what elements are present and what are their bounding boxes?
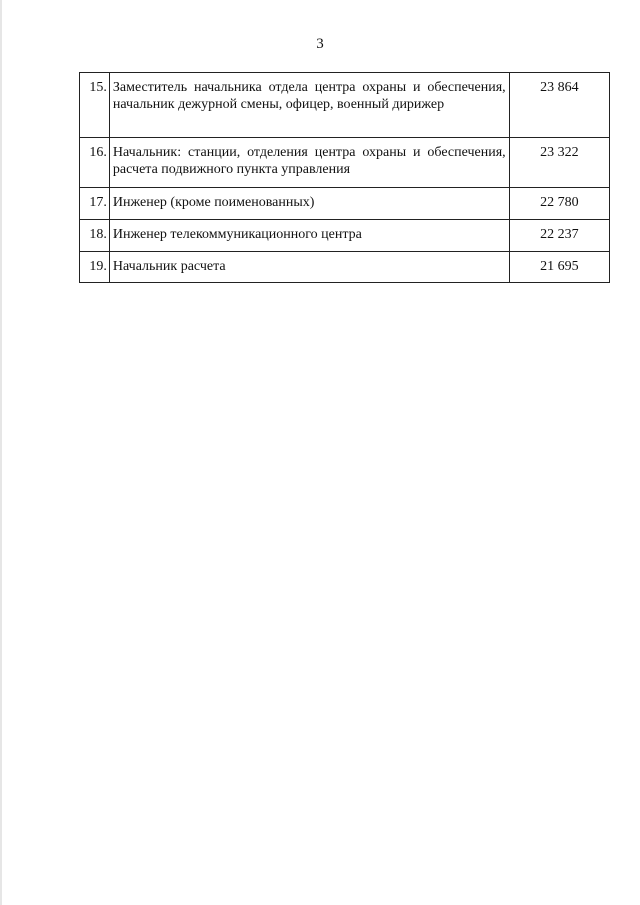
salary-amount: 22 237 bbox=[509, 220, 609, 252]
row-number: 19. bbox=[80, 252, 110, 283]
salary-table bbox=[79, 72, 610, 283]
salary-amount: 22 780 bbox=[509, 188, 609, 220]
salary-amount: 23 864 bbox=[509, 73, 609, 138]
table-row bbox=[80, 188, 610, 220]
row-number: 17. bbox=[80, 188, 110, 220]
position-title: Инженер (кроме поименованных) bbox=[109, 188, 509, 220]
position-title: Заместитель начальника отдела центра охраны и обеспечения, начальник дежурной смены, офицер, военный дирижер bbox=[109, 73, 509, 138]
scan-edge bbox=[0, 0, 2, 905]
row-number: 18. bbox=[80, 220, 110, 252]
row-number: 16. bbox=[80, 138, 110, 188]
salary-amount: 23 322 bbox=[509, 138, 609, 188]
row-number: 15. bbox=[80, 73, 110, 138]
salary-amount: 21 695 bbox=[509, 252, 609, 283]
position-title: Начальник: станции, отделения центра охраны и обеспечения, расчета подвижного пункта управления bbox=[109, 138, 509, 188]
table-row bbox=[80, 252, 610, 283]
table-row bbox=[80, 138, 610, 188]
position-title: Начальник расчета bbox=[109, 252, 509, 283]
page-number: 3 bbox=[316, 36, 324, 52]
table-row bbox=[80, 73, 610, 138]
position-title: Инженер телекоммуникационного центра bbox=[109, 220, 509, 252]
table-row bbox=[80, 220, 610, 252]
